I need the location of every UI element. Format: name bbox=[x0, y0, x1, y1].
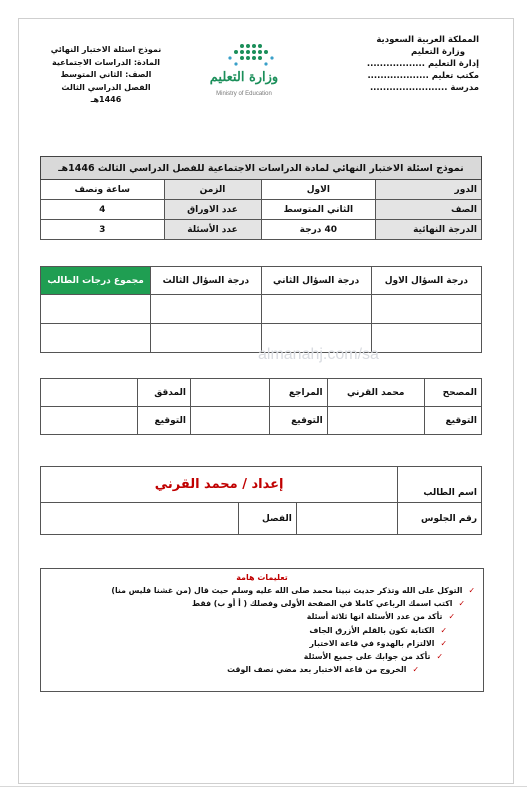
questions-count-label: عدد الأسئلة bbox=[164, 220, 261, 240]
education-admin-label: إدارة التعليم .................. bbox=[366, 59, 479, 69]
questions-count-value: 3 bbox=[41, 220, 165, 240]
instructions-title: تعليمات هامة bbox=[236, 573, 288, 582]
exam-info-title: نموذج اسئلة الاختبار النهائي لمادة الدراسات الاجتماعية للفصل الدراسي الثالث 1446هـ bbox=[41, 157, 482, 180]
checkmark-icon: ✓ bbox=[468, 586, 475, 595]
list-item bbox=[41, 663, 475, 676]
final-score-label: الدرجة النهائية bbox=[376, 220, 482, 240]
table-row bbox=[41, 200, 482, 220]
instruction-text: الخروج من قاعة الاختبار بعد مضي نصف الوقت bbox=[227, 665, 407, 675]
round-label: الدور bbox=[376, 180, 482, 200]
pages-value: 4 bbox=[41, 200, 165, 220]
corrector-label: المصحح bbox=[424, 379, 481, 407]
watermark: almanahj.com/sa bbox=[258, 346, 379, 363]
grades-table bbox=[40, 266, 482, 353]
logo-arabic-text: وزارة التعليم bbox=[209, 70, 279, 85]
checker-signature-label: التوقيع bbox=[138, 407, 191, 435]
q3-grade-cell[interactable] bbox=[151, 295, 261, 324]
corrector-signature-cell[interactable] bbox=[327, 407, 424, 435]
q2-grade-cell[interactable] bbox=[261, 295, 371, 324]
exam-info-table bbox=[40, 156, 482, 240]
list-item bbox=[41, 610, 475, 623]
checkmark-icon: ✓ bbox=[436, 652, 443, 662]
round-value: الاول bbox=[261, 180, 376, 200]
table-row bbox=[41, 379, 482, 407]
table-row bbox=[41, 295, 482, 324]
table-row bbox=[41, 407, 482, 435]
list-item bbox=[41, 650, 475, 663]
school-label: مدرسة ........................ bbox=[369, 83, 479, 93]
checkmark-icon: ✓ bbox=[440, 638, 447, 648]
q1-grade-cell[interactable] bbox=[371, 295, 481, 324]
table-row bbox=[41, 267, 482, 295]
reviewer-signature-cell[interactable] bbox=[190, 407, 269, 435]
instruction-text: الكتابة تكون بالقلم الأزرق الجاف bbox=[309, 625, 435, 635]
reviewer-name-cell[interactable] bbox=[190, 379, 269, 407]
instruction-text: تأكد من عدد الأسئلة انها ثلاثة أسئلة bbox=[306, 612, 443, 622]
grade-label: الصف: الثاني المتوسط bbox=[60, 70, 152, 79]
checkmark-icon: ✓ bbox=[412, 665, 419, 675]
q1-grade-cell-words[interactable] bbox=[371, 324, 481, 353]
checker-signature-cell[interactable] bbox=[41, 407, 138, 435]
reviewer-signature-label: التوقيع bbox=[270, 407, 327, 435]
instruction-text: الالتزام بالهدوء في قاعة الاختبار bbox=[309, 638, 435, 648]
table-row bbox=[41, 467, 482, 503]
table-row bbox=[41, 180, 482, 200]
checkmark-icon: ✓ bbox=[458, 599, 465, 609]
checker-name-cell[interactable] bbox=[41, 379, 138, 407]
student-name-label: اسم الطالب bbox=[398, 467, 482, 503]
instructions-box bbox=[40, 568, 484, 692]
instruction-text: تأكد من جوابك على جميع الأسئلة bbox=[303, 652, 431, 662]
list-item bbox=[41, 584, 475, 597]
class-cell[interactable] bbox=[41, 503, 239, 535]
seat-number-cell[interactable] bbox=[296, 503, 397, 535]
checkmark-icon: ✓ bbox=[440, 625, 447, 635]
student-info-table bbox=[40, 466, 482, 535]
header-right-block bbox=[329, 34, 479, 94]
table-row bbox=[41, 503, 482, 535]
instruction-text: التوكل على الله وتذكر حديث نبينا محمد صلى الله عليه وسلم حيث قال (من غشنا فليس منا) bbox=[111, 586, 463, 595]
total-grade-cell-words[interactable] bbox=[41, 324, 151, 353]
pages-label: عدد الاوراق bbox=[164, 200, 261, 220]
time-value: ساعة ونصف bbox=[41, 180, 165, 200]
grade-row-value: الثاني المتوسط bbox=[261, 200, 376, 220]
kingdom-label: المملكة العربية السعودية bbox=[376, 35, 479, 45]
checker-label: المدقق bbox=[138, 379, 191, 407]
header-left-block bbox=[42, 44, 170, 107]
list-item bbox=[41, 637, 475, 650]
q1-grade-header: درجة السؤال الاول bbox=[371, 267, 481, 295]
reviewer-label: المراجع bbox=[270, 379, 327, 407]
list-item bbox=[41, 624, 475, 637]
year-label: 1446هـ bbox=[90, 95, 122, 104]
ministry-label: وزارة التعليم bbox=[411, 47, 465, 57]
q3-grade-cell-words[interactable] bbox=[151, 324, 261, 353]
corrector-signature-label: التوقيع bbox=[424, 407, 481, 435]
logo-english-text: Ministry of Education bbox=[216, 91, 272, 97]
final-score-value: 40 درجة bbox=[261, 220, 376, 240]
reviewers-table bbox=[40, 378, 482, 435]
seat-number-label: رقم الجلوس bbox=[398, 503, 482, 535]
prepared-by-text[interactable]: إعداد / محمد القرني bbox=[41, 467, 398, 503]
grade-row-label: الصف bbox=[376, 200, 482, 220]
exam-model-label: نموذج اسئلة الاختبار النهائي bbox=[50, 45, 162, 54]
total-grade-cell[interactable] bbox=[41, 295, 151, 324]
education-office-label: مكتب تعليم ................... bbox=[367, 71, 479, 81]
semester-label: الفصل الدراسي الثالث bbox=[61, 82, 151, 92]
q2-grade-header: درجة السؤال الثاني bbox=[261, 267, 371, 295]
q3-grade-header: درجة السؤال الثالث bbox=[151, 267, 261, 295]
corrector-name: محمد القرني bbox=[327, 379, 424, 407]
time-label: الزمن bbox=[164, 180, 261, 200]
instruction-text: اكتب اسمك الرباعي كاملا في الصفحة الأولى وفصلك ( أ أو ب) فقط bbox=[192, 599, 453, 609]
class-label: الفصل bbox=[239, 503, 296, 535]
list-item bbox=[41, 597, 475, 610]
page-bottom-divider bbox=[0, 786, 527, 787]
instructions-list bbox=[41, 584, 483, 676]
table-row bbox=[41, 220, 482, 240]
subject-label: المادة: الدراسات الاجتماعية bbox=[51, 57, 160, 67]
total-grade-header: مجموع درجات الطالب bbox=[41, 267, 151, 295]
checkmark-icon: ✓ bbox=[448, 612, 455, 622]
